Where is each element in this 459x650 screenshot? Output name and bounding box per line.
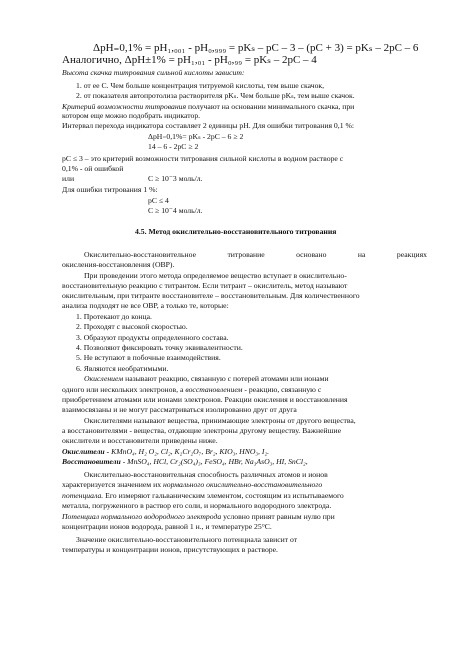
text-line: окислительным, при титранте восстановителе – восстановительным. Для количественного <box>62 291 360 300</box>
formula-line: 14 – 6 - 2pC ≥ 2 <box>148 142 199 151</box>
formula-line: pC ≤ 4 <box>148 196 169 205</box>
text-line: одного или нескольких электронов, а восстановлением - реакцию, связанную с <box>62 385 322 394</box>
text-line: восстановительную реакцию с титрантом. Если титрант – окислитель, метод называют <box>62 281 348 290</box>
formula-line: C ≥ 10⁻4 моль/л. <box>148 206 203 215</box>
list-item: 1. Протекают до конца. <box>76 312 152 321</box>
oxidizers-line: Окислители - KMnO₄, H₂ O₂, Cl₂, K₂Cr₂O₇, Br₂, KIO₃, HNO₃, I₂. <box>62 447 270 456</box>
text-line: pC ≤ 3 – это критерий возможности титрования сильной кислоты в водном растворе с <box>62 154 344 163</box>
text-line: концентрации ионов водорода, равной 1 н., и температуре 25°С. <box>62 522 272 531</box>
text-line: Окислительно-восстановительное титрование основано на реакциях <box>84 250 427 259</box>
formula-line: ΔpH₌0,1%= pKₛ - 2pC – 6 ≥ 2 <box>148 132 244 141</box>
formula-line-2: Аналогично, ΔpH±1% = pH₁,₀₁ - pH₀,₉₉ = pKₛ – 2pC – 4 <box>62 54 317 66</box>
text-line: приобретением атомами или ионами электронов. Реакции окисления и восстановления <box>62 395 348 404</box>
text-line: характеризуется значением их нормального окислительно-восстановительного <box>62 480 323 489</box>
formula-line: C ≥ 10⁻3 моль/л. <box>148 174 203 183</box>
text-line: 0,1% - ой ошибкой <box>62 164 124 173</box>
list-item: 3. Образуют продукты определенного состава. <box>76 333 229 342</box>
criterion-line: Критерий возможности титрования получают на основании минимального скачка, при <box>62 102 355 111</box>
text-line: Для ошибки титрования 1 %: <box>62 185 158 194</box>
section-heading: 4.5. Метод окислительно-восстановительного титрования <box>135 227 337 236</box>
text-line: Окислительно-восстановительная способность различных атомов и ионов <box>84 470 328 479</box>
text-line: потенциала. Его измеряют гальваническим элементом, состоящим из испытываемого <box>62 491 344 500</box>
text-line: Потенциал нормального водородного электрода условно принят равным нулю при <box>62 512 335 521</box>
para-heading-jump: Высота скачка титрования сильной кислоты зависит: <box>62 68 245 77</box>
text-line: или <box>62 174 75 183</box>
list-item: 4. Позволяют фиксировать точку эквивалентности. <box>76 343 243 352</box>
text-line: Интервал перехода индикатора составляет 2 единицы pH. Для ошибки титрования 0,1 %: <box>62 121 355 130</box>
list-item: 2. Проходят с высокой скоростью. <box>76 322 188 331</box>
text-line: котором еще можно подобрать индикатор. <box>62 111 201 120</box>
list-item: 2. от показателя автопротолиза растворителя pKₛ. Чем больше pKₛ, тем выше скачок. <box>76 91 355 100</box>
text-line: окислители и восстановители приведены ниже. <box>62 436 218 445</box>
text-line: Значение окислительно-восстановительного потенциала зависит от <box>76 535 298 544</box>
text-line: анализа подходят не все ОВР, а только те, которые: <box>62 301 229 310</box>
reducers-line: Восстановители - MnSO₄, HCl, Cr₂(SO₄)₃, FeSO₄, HBr, Na₃AsO₃, HI, SnCl₂, <box>62 457 308 466</box>
list-item: 1. от ee C. Чем больше концентрация титруемой кислоты, тем выше скачок, <box>76 81 325 90</box>
text-line: а восстановителями - вещества, отдающие электроны другому веществу. Важнейшие <box>62 426 342 435</box>
list-item: 6. Являются необратимыми. <box>76 364 169 373</box>
text-line: окисления-восстановления (ОВР). <box>62 260 175 269</box>
text-line: При проведении этого метода определяемое вещество вступает в окислительно- <box>84 271 347 280</box>
text-line: Окислителями называют вещества, принимающие электроны от другого вещества, <box>84 416 356 425</box>
formula-line-1: ΔpH₌0,1% = pH₁,₀₀₁ - pH₀,₉₉₉ = pKₛ – pC – 3 – (pC + 3) = pKₛ – 2pC – 6 <box>93 42 419 54</box>
list-item: 5. Не вступают в побочные взаимодействия. <box>76 353 221 362</box>
text-line: взаимосвязаны и не могут рассматриваться изолированно друг от друга <box>62 405 297 414</box>
text-line: металла, погруженного в раствор его соли, и нормального водородного электрода. <box>62 501 332 510</box>
text-line: температуры и концентрации ионов, присутствующих в растворе. <box>62 545 278 554</box>
text-line: Окислением называют реакцию, связанную с потерей атомами или ионами <box>84 374 329 383</box>
